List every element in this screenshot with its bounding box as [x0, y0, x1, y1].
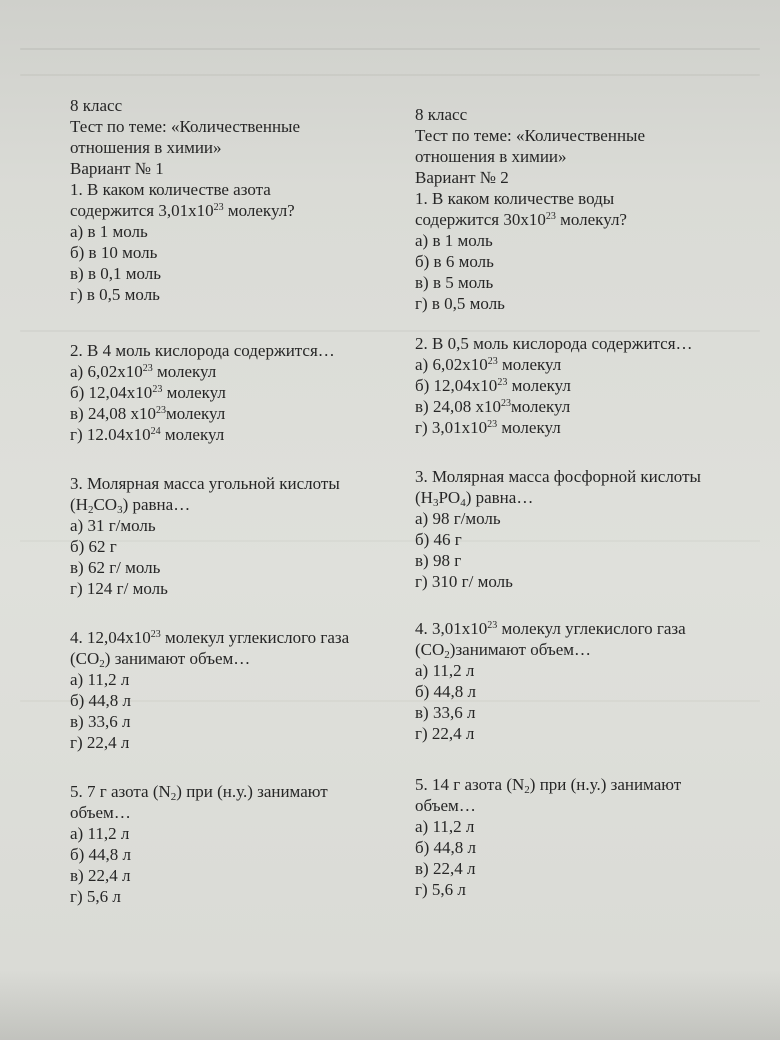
variant-2-column: [415, 104, 765, 900]
variant-label: Вариант № 2: [415, 168, 509, 187]
option-a: а) 98 г/моль: [415, 509, 501, 528]
option-d: г) 5,6 л: [415, 880, 466, 899]
variant-label: Вариант № 1: [70, 159, 164, 178]
option-d: г) 22,4 л: [70, 733, 130, 752]
option-b: б) $12,04x10^{23}$ молекул: [70, 383, 226, 402]
question-2: [70, 340, 405, 445]
option-b: б) в 10 моль: [70, 243, 158, 262]
option-c: в) в 5 моль: [415, 273, 494, 292]
question-5-text-line-2: объем…: [415, 796, 476, 815]
option-b: б) $12,04x10^{23}$ молекул: [415, 376, 571, 395]
question-5: [70, 781, 405, 907]
option-a: а) 11,2 л: [70, 670, 130, 689]
test-title-line-2: отношения в химии»: [70, 138, 222, 157]
question-3-text: 3. Молярная масса фосфорной кислоты: [415, 467, 701, 486]
bottom-shadow: [0, 970, 780, 1040]
option-b: б) в 6 моль: [415, 252, 494, 271]
question-1: [70, 179, 405, 305]
question-2: [415, 333, 765, 438]
question-4-text: 4. $12,04x10^{23}$ молекул углекислого газа: [70, 628, 350, 647]
question-4: [415, 618, 765, 744]
option-a: а) 11,2 л: [415, 661, 475, 680]
option-b: б) 46 г: [415, 530, 462, 549]
bleed-through-line: [20, 74, 760, 76]
option-b: б) 62 г: [70, 537, 117, 556]
option-c: в) 33,6 л: [415, 703, 476, 722]
question-1-text-line-2: содержится $30x10^{23}$ молекул?: [415, 210, 627, 229]
option-a: а) 11,2 л: [415, 817, 475, 836]
question-1-text: 1. В каком количестве азота: [70, 180, 271, 199]
question-4-text: 4. $3,01x10^{23}$ молекул углекислого газа: [415, 619, 686, 638]
option-d: г) $12.04x10^{24}$ молекул: [70, 425, 225, 444]
option-d: г) 124 г/ моль: [70, 579, 168, 598]
test-title-line-1: Тест по теме: «Количественные: [70, 117, 301, 136]
test-title-line-1: Тест по теме: «Количественные: [415, 126, 646, 145]
question-3: [70, 473, 405, 599]
question-2-text: 2. В 4 моль кислорода содержится…: [70, 341, 335, 360]
option-a: а) 31 г/моль: [70, 516, 156, 535]
option-a: а) в 1 моль: [70, 222, 148, 241]
option-d: г) $3,01x10^{23}$ молекул: [415, 418, 561, 437]
variant-1-column: [70, 95, 405, 907]
grade-label: 8 класс: [415, 105, 468, 124]
question-1-text-line-2: содержится $3,01x10^{23}$ молекул?: [70, 201, 295, 220]
question-5-text-line-2: объем…: [70, 803, 131, 822]
option-a: а) $6,02x10^{23}$ молекул: [415, 355, 562, 374]
question-3: [415, 466, 765, 592]
option-a: а) в 1 моль: [415, 231, 493, 250]
question-4: [70, 627, 405, 753]
option-d: г) 5,6 л: [70, 887, 121, 906]
option-c: в) 24,08 $x10^{23}молекул$: [70, 404, 226, 423]
option-b: б) 44,8 л: [415, 838, 477, 857]
option-d: г) в 0,5 моль: [415, 294, 505, 313]
option-b: б) 44,8 л: [70, 691, 132, 710]
question-3-text: 3. Молярная масса угольной кислоты: [70, 474, 340, 493]
option-b: б) 44,8 л: [70, 845, 132, 864]
option-c: в) 22,4 л: [70, 866, 131, 885]
option-a: а) 11,2 л: [70, 824, 130, 843]
option-a: а) $6,02x10^{23}$ молекул: [70, 362, 217, 381]
option-d: г) 22,4 л: [415, 724, 475, 743]
test-title-line-2: отношения в химии»: [415, 147, 567, 166]
question-3-formula: $(H_2CO_3)$ равна…: [70, 495, 191, 516]
option-c: в) 33,6 л: [70, 712, 131, 731]
grade-label: 8 класс: [70, 96, 123, 115]
question-1: [415, 188, 765, 314]
option-c: в) 98 г: [415, 551, 462, 570]
question-5-text: 5. 14 г азота $(N_2)$ при (н.у.) занимают: [415, 775, 682, 796]
question-1-text: 1. В каком количестве воды: [415, 189, 615, 208]
option-c: в) 24,08 $x10^{23}молекул$: [415, 397, 571, 416]
question-4-text-line-2: $(CO_2)занимают$ объем…: [415, 640, 592, 661]
question-2-text: 2. В 0,5 моль кислорода содержится…: [415, 334, 693, 353]
question-5-text: 5. 7 г азота $(N_2)$ при (н.у.) занимают: [70, 782, 328, 803]
bleed-through-line: [20, 48, 760, 50]
question-5: [415, 774, 765, 900]
option-d: г) в 0,5 моль: [70, 285, 160, 304]
option-c: в) в 0,1 моль: [70, 264, 161, 283]
option-b: б) 44,8 л: [415, 682, 477, 701]
option-d: г) 310 г/ моль: [415, 572, 513, 591]
question-3-formula: $(H_3PO_4)$ равна…: [415, 488, 534, 509]
option-c: в) 22,4 л: [415, 859, 476, 878]
option-c: в) 62 г/ моль: [70, 558, 161, 577]
question-4-text-line-2: $(CO_2)$ занимают объем…: [70, 649, 251, 670]
